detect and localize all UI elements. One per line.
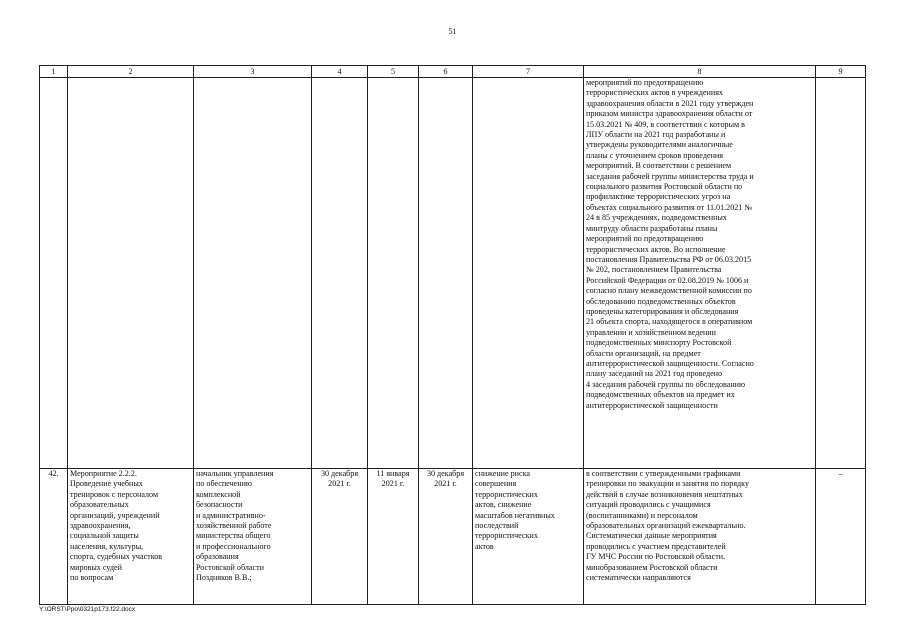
text-line: объектах социального развития от 11.01.2021 №: [586, 202, 753, 212]
text-line: комплексной: [196, 489, 241, 499]
text-line: антитеррористической защищенности. Согласно: [586, 358, 754, 368]
text-line: и административно-: [196, 510, 266, 520]
table-header-row: [40, 66, 866, 78]
text-line: 2021 г.: [381, 479, 405, 489]
text-line: проводились с участием представителей: [586, 541, 726, 551]
text-line: актов: [475, 541, 494, 551]
result-cell: [584, 469, 816, 605]
text-line: 21 объекта спорта, находящегося в оперативном: [586, 317, 753, 327]
report-table: [39, 65, 866, 605]
text-line: в соответствии с утвержденными графиками: [586, 469, 741, 478]
file-path-footer: Y:\ORST\Ppo\0321p173.f22.docx: [39, 606, 136, 613]
text-line: проведены категорирования и обследования: [586, 306, 739, 316]
page-number: 51: [448, 27, 457, 36]
text-line: тренировки по эвакуации и занятия по порядку: [586, 479, 750, 489]
text-line: Проведение учебных: [70, 479, 143, 489]
text-line: 4 заседания рабочей группы по обследованию: [586, 379, 746, 389]
text-line: мероприятий по предотвращению: [586, 234, 704, 244]
text-line: Поздняков В.В.;: [196, 573, 252, 583]
text-line: № 202, постановлением Правительства: [586, 265, 722, 275]
text-line: Систематически данные мероприятия: [586, 531, 717, 541]
text-line: мероприятий. В соответствии с решением: [586, 161, 732, 171]
text-line: 24 в 85 учреждениях, подведомственных: [586, 213, 727, 223]
text-line: антитеррористической защищенности: [586, 400, 718, 410]
text-line: по обеспечению: [196, 479, 252, 489]
text-line: 11 января: [376, 469, 410, 478]
table-cell: [368, 78, 419, 469]
text-line: 2021 г.: [328, 479, 351, 489]
text-line: террористических: [475, 531, 538, 541]
text-line: утверждены руководителями аналогичные: [586, 140, 733, 150]
text-line: социального развития Ростовской области по: [586, 182, 743, 192]
text-line: социальной защиты: [70, 531, 139, 541]
text-line: 2021 г.: [434, 479, 457, 489]
table-cell: [40, 78, 68, 469]
text-line: здравоохранения области в 2021 году утвержден: [586, 98, 754, 108]
start-date-cell: [368, 469, 419, 605]
column-header: 4: [312, 66, 368, 78]
text-line: спорта, судебных участков: [70, 552, 163, 562]
text-line: 30 декабря: [426, 469, 465, 478]
table-cell: [194, 78, 312, 469]
text-line: населения, культуры,: [70, 541, 144, 551]
text-line: (воспитанниками) и персоналом: [586, 510, 698, 520]
table-cell: [473, 78, 584, 469]
text-line: министерства общего: [196, 531, 271, 541]
text-line: плану заседаний на 2021 год проведено: [586, 369, 723, 379]
text-line: управлении и хозяйственном ведении: [586, 327, 716, 337]
text-line: снижение риска: [475, 469, 530, 478]
text-line: 15.03.2021 № 409, в соответствии с которым в: [586, 119, 745, 129]
text-line: профилактике террористических угроз на: [586, 192, 731, 202]
text-line: заседания рабочей группы министерства труда и: [586, 171, 754, 181]
column-header: 3: [194, 66, 312, 78]
text-line: действий в случае возникновения нештатных: [586, 489, 743, 499]
text-line: обследованию подведомственных объектов: [586, 296, 736, 306]
text-line: ГУ МЧС России по Ростовской области.: [586, 552, 726, 562]
table-cell: [816, 78, 866, 469]
text-line: приказом министра здравоохранения области от: [586, 109, 753, 119]
text-line: образовательных: [70, 500, 129, 510]
text-line: образования: [196, 552, 239, 562]
table-row-42: [40, 469, 866, 605]
text-line: Мероприятие 2.2.2.: [70, 469, 137, 478]
table-row-continuation: [40, 78, 866, 469]
text-line: террористических актов в учреждениях: [586, 88, 723, 98]
expected-result-cell: [473, 469, 584, 605]
text-line: области организаций, на предмет: [586, 348, 701, 358]
text-line: террористических: [475, 489, 538, 499]
text-line: согласно плану межведомственной комиссии по: [586, 286, 752, 296]
text-line: минтруду области разработаны планы: [586, 223, 718, 233]
text-line: террористических актов. Во исполнение: [586, 244, 726, 254]
text-line: ситуаций проводились с учащимися: [586, 500, 711, 510]
text-line: мероприятий по предотвращению: [586, 78, 704, 87]
text-line: постановления Правительства РФ от 06.03.2015: [586, 254, 752, 264]
text-line: систематически направляются: [586, 573, 691, 583]
table-cell: [419, 78, 473, 469]
text-line: ЛПУ области на 2021 год разработаны и: [586, 130, 726, 140]
text-line: и профессионального: [196, 541, 271, 551]
column-header: 1: [40, 66, 68, 78]
text-line: мировых судей: [70, 562, 122, 572]
text-line: совершения: [475, 479, 517, 489]
table-cell: [68, 78, 194, 469]
text-line: последствий: [475, 521, 519, 531]
row-number: 42.: [40, 469, 68, 605]
end-date-cell: [419, 469, 473, 605]
text-line: подведомственных минспорту Ростовской: [586, 338, 732, 348]
text-line: хозяйственной работе: [196, 521, 272, 531]
text-line: по вопросам: [70, 573, 114, 583]
planned-date-cell: [312, 469, 368, 605]
text-line: подведомственных объектов на предмет их: [586, 390, 735, 400]
result-cell: [584, 78, 816, 469]
column-header: 5: [368, 66, 419, 78]
text-line: планы с уточнением сроков проведения: [586, 150, 723, 160]
text-line: тренировок с персоналом: [70, 489, 159, 499]
activity-cell: [68, 469, 194, 605]
text-line: 30 декабря: [320, 469, 359, 478]
text-line: масштабов негативных: [475, 510, 555, 520]
text-line: начальник управления: [196, 469, 274, 478]
text-line: безопасности: [196, 500, 243, 510]
column-header: 8: [584, 66, 816, 78]
responsible-cell: [194, 469, 312, 605]
text-line: Российской Федерации от 02.08.2019 № 1006 и: [586, 275, 749, 285]
text-line: Ростовской области: [196, 562, 264, 572]
text-line: образовательных организаций ежеквартально.: [586, 521, 746, 531]
note-cell: –: [816, 469, 866, 605]
text-line: организаций, учреждений: [70, 510, 160, 520]
column-header: 9: [816, 66, 866, 78]
table-cell: [312, 78, 368, 469]
column-header: 7: [473, 66, 584, 78]
column-header: 2: [68, 66, 194, 78]
text-line: минобразованием Ростовской области: [586, 562, 718, 572]
column-header: 6: [419, 66, 473, 78]
text-line: здравоохранения,: [70, 521, 131, 531]
text-line: актов, снижение: [475, 500, 532, 510]
